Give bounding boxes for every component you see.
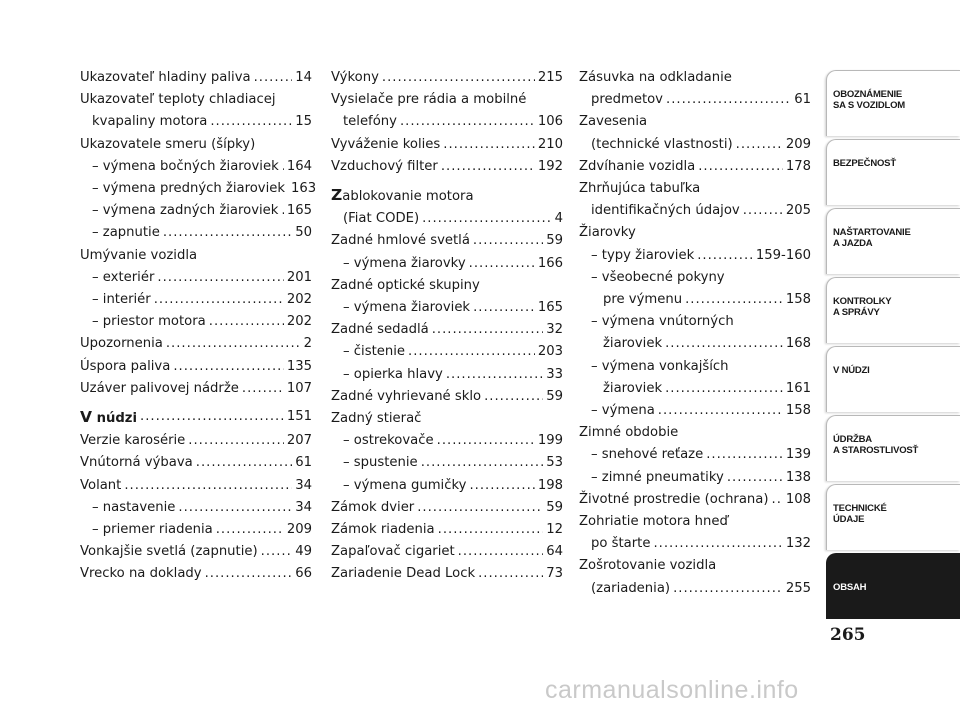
chapter-tab-label: ÚDRŽBA — [833, 434, 872, 445]
index-page-ref: 165 — [286, 203, 312, 219]
index-page-ref: 61 — [295, 455, 312, 471]
index-entry-text: – výmena bočných žiaroviek — [92, 158, 279, 174]
index-entry — [80, 563, 312, 585]
index-page-ref: 202 — [286, 292, 312, 308]
index-entry-text: Ukazovateľ hladiny paliva — [80, 70, 251, 85]
index-entry — [80, 89, 312, 133]
dot-leader — [140, 406, 284, 430]
chapter-tab[interactable] — [826, 208, 960, 274]
index-page-ref: 53 — [546, 455, 563, 471]
index-entry — [579, 311, 811, 355]
index-entry — [331, 452, 563, 474]
index-column-1 — [80, 67, 317, 586]
index-entry — [331, 563, 563, 585]
index-entry — [331, 275, 563, 297]
index-entry-text: Zadné vyhrievané sklo — [331, 388, 482, 404]
index-entry-text: Vzduchový filter — [331, 158, 438, 174]
index-entry-text: Výkony — [331, 70, 379, 85]
index-entry-text: – exteriér — [92, 269, 155, 285]
index-page-ref: 12 — [546, 522, 563, 538]
index-entry — [80, 475, 312, 497]
chapter-tab[interactable] — [826, 277, 960, 343]
index-entry-text: Vyváženie kolies — [331, 136, 441, 152]
index-page-ref: 161 — [785, 380, 811, 396]
dot-leader — [210, 111, 292, 133]
index-entry-text: – interiér — [92, 292, 151, 308]
dot-leader — [432, 319, 544, 341]
dot-leader — [665, 378, 783, 400]
index-page-ref: 33 — [546, 366, 563, 382]
index-entry-text: Zadné sedadlá — [331, 322, 429, 338]
index-entry-text: – výmena žiarovky — [343, 255, 466, 271]
index-column-2 — [331, 67, 563, 586]
index-entry-text: žiaroviek — [603, 336, 663, 352]
index-entry — [331, 519, 563, 541]
index-entry-text: Zadný stierač — [331, 411, 422, 427]
dot-leader — [706, 444, 783, 466]
index-entry — [331, 253, 563, 275]
index-entry-text: Verzie karosérie — [80, 433, 186, 449]
index-entry-text: Vrecko na doklady — [80, 566, 202, 582]
index-page-ref: 205 — [785, 203, 811, 219]
index-entry — [331, 497, 563, 519]
dot-leader — [205, 563, 293, 585]
index-entry-text: V núdzi — [80, 408, 138, 427]
index-entry-text: pre výmenu — [603, 292, 683, 308]
chapter-tab-label: OBSAH — [833, 582, 867, 593]
index-page-ref: 202 — [286, 314, 312, 330]
index-entry — [80, 333, 312, 355]
dot-leader — [282, 156, 284, 178]
index-entry — [579, 156, 811, 178]
dot-leader — [727, 467, 783, 489]
index-page-ref: 135 — [286, 358, 312, 374]
index-page-ref: 201 — [286, 269, 312, 285]
index-page-ref: 168 — [785, 336, 811, 352]
index-page-ref: 107 — [286, 380, 312, 396]
index-page-ref: 159-160 — [755, 247, 811, 263]
index-entry-text: Zhrňujúca tabuľka — [579, 181, 701, 197]
dot-leader — [438, 519, 544, 541]
index-page-ref: 158 — [785, 292, 811, 308]
dot-leader — [382, 67, 535, 89]
index-entry-text: – zimné pneumatiky — [591, 469, 724, 485]
chapter-tab-label: KONTROLKY — [833, 296, 892, 307]
index-page-ref: 215 — [537, 70, 563, 85]
index-page-ref: 151 — [286, 409, 312, 425]
index-entry-text: (technické vlastnosti) — [591, 136, 733, 152]
index-entry — [579, 444, 811, 466]
index-entry-text: (Fiat CODE) — [343, 211, 420, 227]
index-entry — [579, 267, 811, 311]
dot-leader — [666, 89, 791, 111]
index-entry — [331, 341, 563, 363]
index-page-ref: 209 — [286, 522, 312, 538]
index-entry — [331, 89, 563, 133]
index-entry — [80, 178, 317, 200]
chapter-tab[interactable] — [826, 139, 960, 205]
dot-leader — [437, 430, 535, 452]
index-entry — [80, 200, 312, 222]
page-number: 265 — [830, 625, 866, 645]
index-entry-text: – zapnutie — [92, 225, 160, 241]
index-entry-text: po štarte — [591, 536, 651, 552]
chapter-tab-label: A STAROSTLIVOSŤ — [833, 445, 919, 456]
dot-leader — [154, 289, 284, 311]
index-entry — [579, 245, 811, 267]
index-entry-text: Vnútorná výbava — [80, 455, 193, 471]
index-entry — [331, 319, 563, 341]
index-entry-text: Upozornenia — [80, 336, 163, 352]
index-entry — [579, 222, 811, 244]
chapter-tab[interactable] — [826, 415, 960, 481]
dot-leader — [469, 253, 535, 275]
index-entry — [80, 156, 312, 178]
index-entry-text: Zadné optické skupiny — [331, 277, 480, 293]
index-entry — [80, 356, 312, 378]
dot-leader — [484, 386, 543, 408]
index-entry-text: Zimné obdobie — [579, 425, 679, 441]
index-entry — [80, 222, 312, 244]
watermark: carmanualsonline.info — [545, 676, 799, 704]
dot-leader — [408, 341, 535, 363]
dot-leader — [658, 400, 783, 422]
index-page-ref: 59 — [546, 388, 563, 404]
index-column-3 — [579, 67, 811, 600]
index-page-ref: 198 — [537, 477, 563, 493]
index-page-ref: 4 — [554, 211, 563, 227]
index-entry-text: kvapaliny motora — [92, 114, 208, 130]
chapter-tab-label: TECHNICKÉ — [833, 503, 887, 514]
index-entry-text: Umývanie vozidla — [80, 247, 198, 263]
index-entry — [80, 400, 312, 430]
index-entry — [80, 289, 312, 311]
dot-leader — [400, 111, 535, 133]
dot-leader — [163, 222, 292, 244]
dot-leader — [443, 134, 535, 156]
index-entry-text: Zošrotovanie vozidla — [579, 558, 717, 574]
index-page-ref: 199 — [537, 433, 563, 449]
index-entry-text: predmetov — [591, 92, 663, 108]
chapter-tab[interactable] — [826, 70, 960, 136]
dot-leader — [446, 364, 543, 386]
index-entry-text: – všeobecné pokyny — [591, 269, 725, 285]
index-entry-text: Úspora paliva — [80, 358, 171, 374]
index-entry — [579, 489, 811, 511]
index-page-ref: 163 — [291, 181, 317, 197]
index-entry — [331, 67, 563, 89]
chapter-tab[interactable] — [826, 553, 960, 619]
index-entry-text: Zariadenie Dead Lock — [331, 566, 476, 582]
index-page-ref: 138 — [785, 469, 811, 485]
index-entry-text: Volant — [80, 477, 122, 493]
index-entry-text: Ukazovateľ teploty chladiacej — [80, 92, 276, 108]
index-entry-text: Žiarovky — [579, 225, 636, 241]
chapter-tab-label: SA S VOZIDLOM — [833, 100, 905, 111]
index-entry-text: – výmena — [591, 403, 655, 419]
dot-leader — [421, 452, 544, 474]
index-page-ref: 59 — [546, 233, 563, 249]
index-entry-text: Zámok dvier — [331, 499, 415, 515]
index-entry-text: Životné prostredie (ochrana) — [579, 491, 769, 507]
index-entry-text: – výmena žiaroviek — [343, 300, 471, 316]
index-entry-text: – výmena vnútorných — [591, 314, 734, 330]
dot-leader — [242, 378, 284, 400]
index-entry-text: – výmena gumičky — [343, 477, 467, 493]
dot-leader — [469, 475, 534, 497]
dot-leader — [743, 200, 783, 222]
dot-leader — [736, 134, 783, 156]
index-entry — [80, 430, 312, 452]
index-entry — [331, 475, 563, 497]
dot-leader — [458, 541, 544, 563]
index-page-ref: 32 — [546, 322, 563, 338]
index-entry — [579, 400, 811, 422]
index-entry — [579, 422, 811, 444]
index-page-ref: 203 — [537, 344, 563, 360]
dot-leader — [665, 333, 783, 355]
index-page-ref: 165 — [537, 300, 563, 316]
index-entry — [579, 555, 811, 599]
index-page-ref: 166 — [537, 255, 563, 271]
dot-leader — [166, 333, 301, 355]
index-entry — [331, 364, 563, 386]
dot-leader — [209, 311, 284, 333]
index-page-ref: 49 — [295, 544, 312, 560]
index-page-ref: 34 — [295, 499, 312, 515]
index-entry — [331, 134, 563, 156]
dot-leader — [473, 230, 543, 252]
index-entry-text: Ukazovatele smeru (šípky) — [80, 136, 256, 152]
index-entry — [331, 297, 563, 319]
dot-leader — [173, 356, 284, 378]
index-entry-text: – výmena predných žiaroviek — [92, 181, 286, 197]
index-entry-text: Zapaľovač cigariet — [331, 544, 455, 560]
index-entry — [80, 452, 312, 474]
dot-leader — [441, 156, 535, 178]
index-entry-text: Vonkajšie svetlá (zapnutie) — [80, 544, 258, 560]
dot-leader — [157, 267, 283, 289]
index-entry — [579, 511, 811, 555]
chapter-tab-label: A JAZDA — [833, 238, 873, 249]
dot-leader — [653, 533, 782, 555]
index-entry — [80, 245, 312, 267]
dot-leader — [473, 297, 535, 319]
index-page-ref: 34 — [295, 477, 312, 493]
dot-leader — [685, 289, 783, 311]
index-page-ref: 66 — [295, 566, 312, 582]
dot-leader — [417, 497, 543, 519]
index-entry-text: – priemer riadenia — [92, 522, 213, 538]
index-entry-text: Vysielače pre rádia a mobilné — [331, 92, 527, 108]
dot-leader — [281, 200, 283, 222]
chapter-tab-label: A SPRÁVY — [833, 307, 880, 318]
index-page-ref: 59 — [546, 499, 563, 515]
index-entry — [579, 178, 811, 222]
chapter-tab-label: V NÚDZI — [833, 365, 870, 376]
dot-leader — [478, 563, 543, 585]
index-entry — [331, 541, 563, 563]
index-entry-text: – výmena vonkajších — [591, 358, 729, 374]
index-entry-text: identifikačných údajov — [591, 203, 740, 219]
index-page-ref: 2 — [303, 336, 312, 352]
dot-leader — [673, 578, 783, 600]
index-page-ref: 207 — [286, 433, 312, 449]
index-entry — [331, 230, 563, 252]
dot-leader — [124, 475, 292, 497]
dot-leader — [772, 489, 783, 511]
chapter-tab-label: NAŠTARTOVANIE — [833, 227, 911, 238]
dot-leader — [698, 156, 783, 178]
dot-leader — [196, 452, 292, 474]
index-entry-text: – typy žiaroviek — [591, 247, 695, 263]
index-entry-text: – čistenie — [343, 344, 405, 360]
index-entry — [80, 497, 312, 519]
index-page-ref: 178 — [785, 158, 811, 174]
index-entry — [331, 156, 563, 178]
index-entry-text: Zablokovanie motora — [331, 186, 474, 205]
index-page-ref: 255 — [785, 580, 811, 596]
index-page-ref: 132 — [785, 536, 811, 552]
index-entry-text: – nastavenie — [92, 499, 176, 515]
index-entry-text: žiaroviek — [603, 380, 663, 396]
index-page-ref: 14 — [295, 70, 312, 85]
index-page-ref: 50 — [295, 225, 312, 241]
index-entry-text: telefóny — [343, 114, 397, 130]
index-page-ref: 108 — [785, 491, 811, 507]
index-entry-text: Uzáver palivovej nádrže — [80, 380, 239, 396]
index-entry — [80, 541, 312, 563]
dot-leader — [188, 430, 284, 452]
index-entry-text: (zariadenia) — [591, 580, 671, 596]
index-entry-text: Zdvíhanie vozidla — [579, 158, 696, 174]
index-entry-text: – opierka hlavy — [343, 366, 443, 382]
chapter-tab-label: ÚDAJE — [833, 514, 865, 525]
index-entry-text: – ostrekovače — [343, 433, 434, 449]
dot-leader — [261, 541, 293, 563]
index-entry — [579, 467, 811, 489]
index-entry-text: Zadné hmlové svetlá — [331, 233, 470, 249]
chapter-tab-label: BEZPEČNOSŤ — [833, 158, 896, 169]
index-entry — [331, 386, 563, 408]
index-entry-text: Zavesenia — [579, 114, 648, 130]
index-entry — [80, 267, 312, 289]
index-page-ref: 192 — [537, 158, 563, 174]
index-page-ref: 61 — [794, 92, 811, 108]
index-page-ref: 210 — [537, 136, 563, 152]
index-entry — [80, 134, 312, 156]
chapter-tab[interactable] — [826, 484, 960, 550]
chapter-tab-label: OBOZNÁMENIE — [833, 89, 903, 100]
index-entry-text: Zásuvka na odkladanie — [579, 70, 732, 85]
chapter-tabs — [826, 70, 960, 622]
index-entry — [331, 408, 563, 430]
dot-leader — [697, 245, 753, 267]
index-entry — [579, 67, 811, 111]
index-entry-text: – priestor motora — [92, 314, 206, 330]
index-page-ref: 73 — [546, 566, 563, 582]
index-entry-text: – výmena zadných žiaroviek — [92, 203, 279, 219]
index-entry — [331, 178, 563, 230]
index-entry — [80, 67, 312, 89]
index-entry — [80, 311, 312, 333]
index-entry-text: Zohriatie motora hneď — [579, 514, 728, 530]
index-entry-text: – snehové reťaze — [591, 447, 704, 463]
index-page-ref: 139 — [785, 447, 811, 463]
index-page-ref: 106 — [537, 114, 563, 130]
index-entry — [80, 378, 312, 400]
index-entry — [579, 356, 811, 400]
dot-leader — [216, 519, 284, 541]
dot-leader — [178, 497, 292, 519]
index-page-ref: 15 — [295, 114, 312, 130]
index-entry — [579, 111, 811, 155]
chapter-tab[interactable] — [826, 346, 960, 412]
index-entry-text: Zámok riadenia — [331, 522, 435, 538]
index-page-ref: 64 — [546, 544, 563, 560]
index-page-ref: 209 — [785, 136, 811, 152]
dot-leader — [422, 208, 552, 230]
index-entry — [331, 430, 563, 452]
dot-leader — [254, 67, 293, 89]
index-page-ref: 158 — [785, 403, 811, 419]
index-page-ref: 164 — [286, 158, 312, 174]
index-entry-text: – spustenie — [343, 455, 418, 471]
index-entry — [80, 519, 312, 541]
